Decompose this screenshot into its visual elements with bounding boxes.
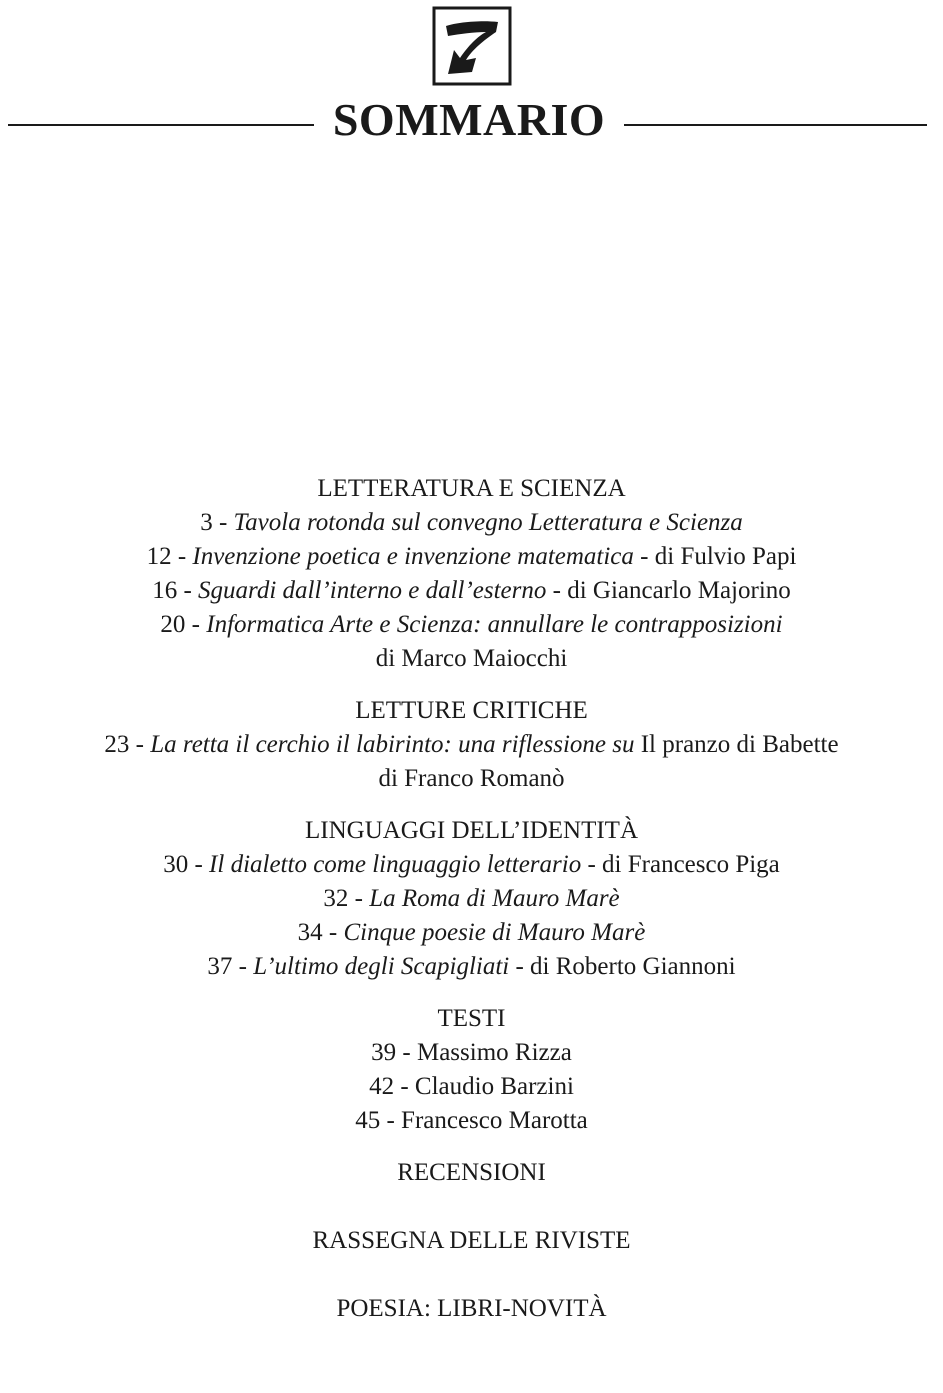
toc-entry [0, 882, 943, 916]
entry-title: Invenzione poetica e invenzione matematica [192, 543, 634, 570]
section-letture-critiche [0, 694, 943, 796]
entry-title: Il dialetto come linguaggio letterario [209, 851, 582, 878]
entry-page: 3 [200, 509, 213, 536]
toc-entry [0, 728, 943, 762]
toc-entry [0, 506, 943, 540]
page-title: SOMMARIO [332, 94, 606, 145]
entry-separator: - [322, 919, 344, 946]
section-heading: TESTI [437, 1005, 506, 1032]
entry-title: Sguardi dall’interno e dall’esterno [198, 577, 547, 604]
entry-separator: - [129, 731, 151, 758]
section-rassegna-riviste [0, 1224, 943, 1258]
entry-page: 34 [297, 919, 323, 946]
entry-work-title: Il pranzo di Babette [634, 731, 839, 758]
title-rule-right [624, 124, 927, 126]
section-heading: RASSEGNA DELLE RIVISTE [312, 1227, 631, 1254]
entry-page: 37 [207, 953, 233, 980]
entry-title: La Roma di Mauro Marè [369, 885, 620, 912]
entry-author-line: di Marco Maiocchi [375, 645, 568, 672]
entry-separator: - [177, 577, 199, 604]
z-arrow-logo-icon [432, 6, 512, 86]
entry-separator: - [232, 953, 254, 980]
toc-entry [0, 540, 943, 574]
toc-entry [0, 608, 943, 642]
title-row [0, 90, 943, 150]
entry-author: - di Roberto Giannoni [509, 953, 736, 980]
toc-entry: 45 - Francesco Marotta [355, 1107, 588, 1134]
entry-separator: - [212, 509, 234, 536]
section-heading: RECENSIONI [397, 1159, 546, 1186]
toc-entry [0, 916, 943, 950]
entry-separator: - [171, 543, 193, 570]
section-linguaggi-identita [0, 814, 943, 984]
entry-title: Cinque poesie di Mauro Marè [343, 919, 646, 946]
entry-author: - di Fulvio Papi [633, 543, 797, 570]
toc-entry [0, 950, 943, 984]
entry-page: 30 [163, 851, 189, 878]
section-heading: LINGUAGGI DELL’IDENTITÀ [304, 817, 639, 844]
section-testi [0, 1002, 943, 1138]
table-of-contents [0, 472, 943, 1360]
section-letteratura-e-scienza [0, 472, 943, 676]
toc-entry [0, 574, 943, 608]
entry-title: La retta il cerchio il labirinto: una riflessione su [150, 731, 635, 758]
section-poesia-libri-novita [0, 1292, 943, 1326]
entry-separator: - [348, 885, 370, 912]
title-rule-left [8, 124, 314, 126]
toc-entry: 39 - Massimo Rizza [371, 1039, 572, 1066]
entry-page: 23 [104, 731, 130, 758]
entry-page: 16 [152, 577, 178, 604]
entry-separator: - [188, 851, 210, 878]
entry-title: Informatica Arte e Scienza: annullare le contrapposizioni [206, 611, 783, 638]
section-recensioni [0, 1156, 943, 1190]
entry-title: L’ultimo degli Scapigliati [253, 953, 510, 980]
entry-author-line: di Franco Romanò [378, 765, 565, 792]
toc-entry: 42 - Claudio Barzini [369, 1073, 574, 1100]
section-heading: LETTERATURA E SCIENZA [317, 475, 626, 502]
entry-page: 32 [323, 885, 349, 912]
entry-page: 20 [160, 611, 186, 638]
section-heading: LETTURE CRITICHE [355, 697, 588, 724]
entry-author: - di Giancarlo Majorino [546, 577, 791, 604]
entry-page: 12 [146, 543, 172, 570]
toc-entry [0, 848, 943, 882]
entry-author: - di Francesco Piga [581, 851, 780, 878]
entry-title: Tavola rotonda sul convegno Letteratura e Scienza [233, 509, 743, 536]
section-heading: POESIA: LIBRI-NOVITÀ [336, 1295, 607, 1322]
entry-separator: - [185, 611, 207, 638]
